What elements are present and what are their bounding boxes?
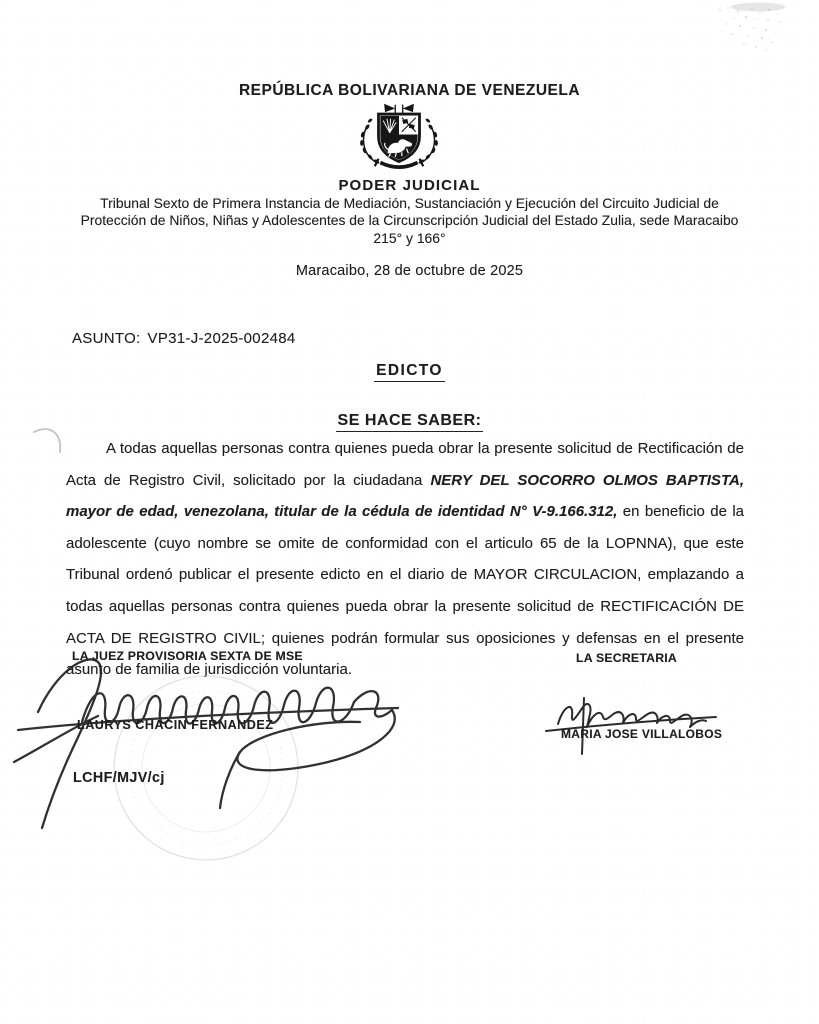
petitioner-name-emphasis: NERY DEL SOCORRO OLMOS BAPTISTA, mayor de edad, venezolana, titular de la cédula de identidad N° V-9.166.312, [66, 471, 744, 521]
case-number-label: ASUNTO: [72, 330, 141, 347]
republic-title: REPÚBLICA BOLIVARIANA DE VENEZUELA [238, 82, 581, 99]
body-intro-text: A todas aquellas personas contra quienes pueda obrar la presente solicitud de Rectificación de Acta de Registro Civil, solicitado por la ciudadana [66, 440, 744, 489]
court-header-block [74, 195, 746, 279]
poder-judicial-title: PODER JUDICIAL [338, 177, 481, 194]
anniversary-years: 215° y 166° [373, 229, 446, 246]
edict-title: EDICTO [374, 362, 445, 382]
case-number-value: VP31-J-2025-002484 [147, 330, 296, 347]
drafting-initials: LCHF/MJV/cj [73, 770, 165, 786]
secretary-signature-icon [540, 690, 730, 760]
venezuela-coat-of-arms-icon [352, 101, 446, 183]
judge-name: LAURYS CHACIN FERNANDEZ [77, 718, 274, 732]
edict-subtitle: SE HACE SABER: [336, 412, 484, 432]
judge-signature-icon [8, 650, 428, 845]
scan-speckle-icon [706, 2, 811, 60]
body-rest-text: en beneficio de la adolescente (cuyo nombre se omite de conformidad con el articulo 65 de la LOPNNA), que este Tribunal ordenó publicar el presente edicto en el diario de MAYOR CIRCULACION, emplazando a todas aquellas personas contra quienes pueda obrar la presente solicitud de RECTIFICACIÓN DE ACTA DE REGISTRO CIVIL; quienes podrán formular sus oposiciones y defensas en el presente asunto de familia de jurisdicción voluntaria. [66, 503, 744, 679]
edict-body-paragraph [66, 433, 744, 686]
tribunal-name: Tribunal Sexto de Primera Instancia de Mediación, Sustanciación y Ejecución del Circuito Judicial de Protección de Niños, Niñas y Adolescentes de la Circunscripción Judicial del Estado Zulia, sede Maracaibo [80, 195, 739, 229]
judge-title-label: LA JUEZ PROVISORIA SEXTA DE MSE [72, 649, 303, 663]
edict-title-row [0, 362, 819, 382]
case-number-line [72, 330, 296, 347]
secretary-name: MARIA JOSE VILLALOBOS [561, 727, 723, 741]
edict-subtitle-row [0, 412, 819, 432]
secretary-title-label: LA SECRETARIA [576, 651, 677, 665]
place-and-date: Maracaibo, 28 de octubre de 2025 [295, 263, 524, 280]
